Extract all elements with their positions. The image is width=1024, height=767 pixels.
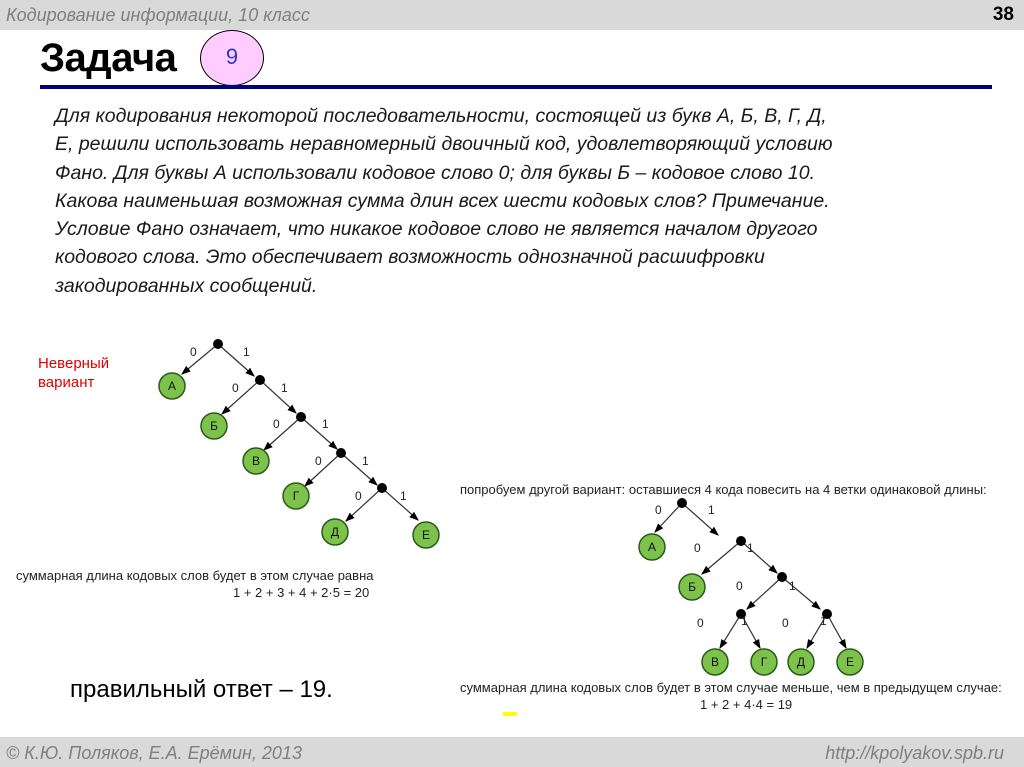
- svg-text:1: 1: [243, 345, 250, 359]
- svg-text:1: 1: [747, 541, 754, 555]
- problem-line: Е, решили использовать неравномерный двоичный код, удовлетворяющий условию: [55, 133, 833, 156]
- tree2-sum-text: суммарная длина кодовых слов будет в этом случае меньше, чем в предыдущем случае:: [460, 680, 1002, 695]
- svg-text:Б: Б: [688, 580, 696, 594]
- page-title: Задача: [40, 36, 177, 80]
- tree1-sum-text: суммарная длина кодовых слов будет в этом случае равна: [16, 568, 374, 583]
- svg-text:В: В: [710, 655, 720, 669]
- tree2-leaf-labels: [648, 540, 854, 669]
- svg-text:0: 0: [736, 579, 743, 593]
- tree1-leaves: [159, 373, 439, 548]
- tree2-edges: [655, 503, 846, 648]
- svg-text:1: 1: [322, 417, 329, 431]
- svg-text:0: 0: [694, 541, 701, 555]
- tree2-leaves: [639, 534, 863, 675]
- svg-text:Б: Б: [210, 419, 218, 433]
- svg-text:1: 1: [708, 503, 715, 517]
- task-number: 9: [225, 44, 239, 69]
- problem-line: Условие Фано означает, что никакое кодовое слово не является началом другого: [55, 218, 818, 241]
- svg-text:0: 0: [697, 616, 704, 630]
- course-title: Кодирование информации, 10 класс: [6, 5, 310, 25]
- svg-text:0: 0: [355, 489, 362, 503]
- svg-text:0: 0: [782, 616, 789, 630]
- svg-text:1: 1: [400, 489, 407, 503]
- footer-bar: [0, 737, 1024, 767]
- tree2-nodes: [677, 498, 832, 619]
- svg-text:0: 0: [190, 345, 197, 359]
- tree2-sum-formula: 1 + 2 + 4·4 = 19: [700, 697, 793, 712]
- svg-text:1: 1: [281, 381, 288, 395]
- site-url[interactable]: http://kpolyakov.spb.ru: [825, 743, 1004, 763]
- svg-text:1: 1: [820, 614, 827, 628]
- svg-text:Г: Г: [760, 655, 768, 669]
- svg-text:Е: Е: [421, 528, 431, 542]
- problem-line: кодового слова. Это обеспечивает возможность однозначной расшифровки: [55, 246, 765, 269]
- highlight-mark: [503, 712, 517, 716]
- svg-text:0: 0: [315, 454, 322, 468]
- problem-line: Какова наименьшая возможная сумма длин всех шести кодовых слов? Примечание.: [55, 189, 830, 212]
- svg-text:1: 1: [789, 579, 796, 593]
- svg-text:Г: Г: [292, 489, 300, 503]
- problem-line: Фано. Для буквы А использовали кодовое слово 0; для буквы Б – кодовое слово 10.: [55, 161, 815, 184]
- svg-text:Д: Д: [330, 525, 340, 539]
- svg-text:Е: Е: [845, 655, 855, 669]
- problem-line: Для кодирования некоторой последовательности, состоящей из букв А, Б, В, Г, Д,: [55, 105, 827, 127]
- problem-line: закодированных сообщений.: [55, 274, 318, 297]
- tree2-intro: попробуем другой вариант: оставшиеся 4 кода повесить на 4 ветки одинаковой длины:: [460, 482, 987, 497]
- answer-text: правильный ответ – 19.: [70, 676, 333, 703]
- svg-text:1: 1: [362, 454, 369, 468]
- svg-text:0: 0: [232, 381, 239, 395]
- svg-text:Д: Д: [796, 655, 806, 669]
- wrong-label-line: Неверный: [38, 355, 110, 372]
- svg-text:А: А: [167, 379, 177, 393]
- tree1-leaf-labels: [168, 379, 430, 542]
- svg-text:1: 1: [741, 614, 748, 628]
- tree1-sum-formula: 1 + 2 + 3 + 4 + 2·5 = 20: [233, 585, 370, 600]
- svg-text:В: В: [251, 454, 261, 468]
- wrong-label-line: вариант: [38, 374, 95, 391]
- svg-text:0: 0: [273, 417, 280, 431]
- svg-text:А: А: [647, 540, 657, 554]
- copyright: © К.Ю. Поляков, Е.А. Ерёмин, 2013: [6, 743, 302, 763]
- svg-text:0: 0: [655, 503, 662, 517]
- slide-number: 38: [992, 4, 1014, 25]
